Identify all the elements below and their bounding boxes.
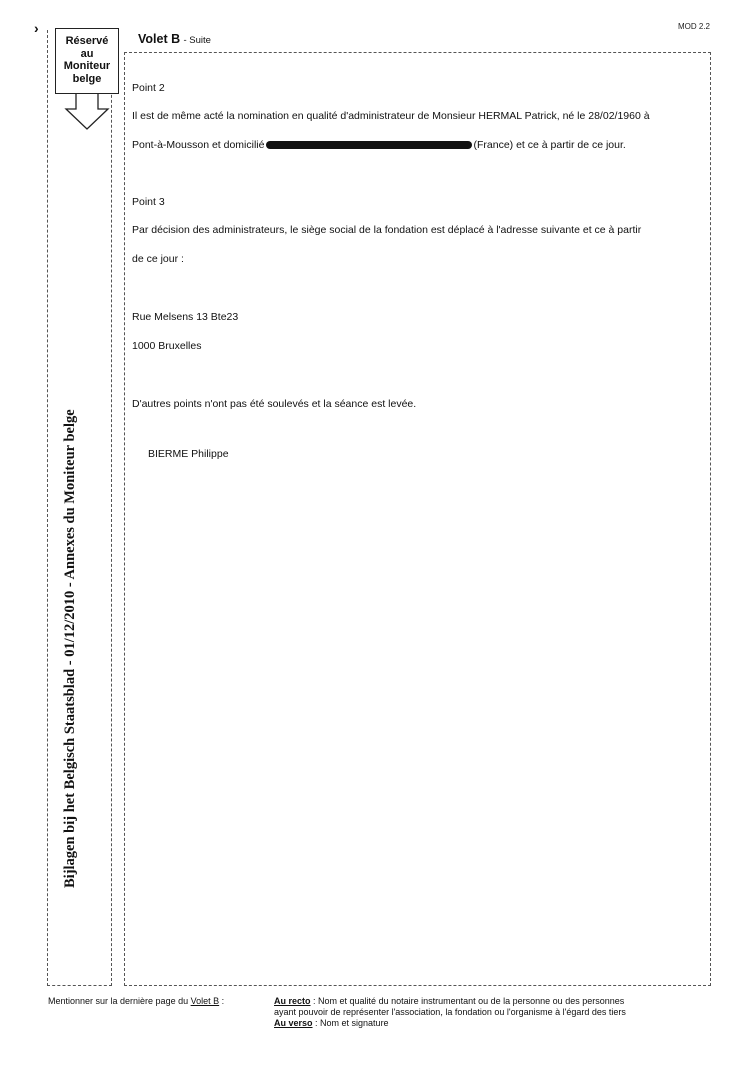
footer-recto bbox=[274, 996, 714, 1007]
footer-instruction bbox=[48, 996, 224, 1006]
reserved-column bbox=[47, 30, 112, 986]
footer-prefix: Mentionner sur la dernière page du bbox=[48, 996, 189, 1006]
recto-label: Au recto bbox=[274, 996, 311, 1006]
signatory-name: BIERME Philippe bbox=[148, 448, 229, 460]
down-arrow-icon bbox=[64, 93, 110, 131]
tick-mark-icon: › bbox=[34, 20, 39, 36]
form-code: MOD 2.2 bbox=[677, 22, 710, 31]
volet-title: Volet B bbox=[138, 32, 181, 46]
point2-line2-after: (France) et ce à partir de ce jour. bbox=[473, 139, 626, 151]
reserved-line-2: au bbox=[80, 47, 94, 60]
reserved-line-1: Réservé bbox=[65, 35, 109, 47]
footer-volet-link: Volet B bbox=[190, 996, 220, 1006]
reserved-line-4: belge bbox=[72, 72, 102, 85]
point3-line1: Par décision des administrateurs, le siège social de la fondation est déplacé à l'adresse suivante et ce à partir bbox=[132, 224, 642, 236]
volet-suffix: - Suite bbox=[183, 35, 211, 46]
content-frame bbox=[124, 52, 711, 986]
point3-line2: de ce jour : bbox=[132, 253, 184, 265]
volet-heading bbox=[138, 32, 211, 46]
verso-label: Au verso bbox=[274, 1018, 313, 1028]
recto-text-2: ayant pouvoir de représenter l'association, la fondation ou l'organisme à l'égard des tiers bbox=[274, 1007, 626, 1017]
reserved-line-3: Moniteur bbox=[63, 60, 111, 72]
point2-line2 bbox=[132, 139, 626, 151]
side-stamp: Bijlagen bij het Belgisch Staatsblad - 01/12/2010 - Annexes du Moniteur belge bbox=[62, 409, 78, 888]
point2-line1: Il est de même acté la nomination en qualité d'administrateur de Monsieur HERMAL Patrick, né le 28/02/1960 à bbox=[132, 110, 650, 122]
footer-notes bbox=[274, 996, 714, 1029]
footer-suffix: : bbox=[221, 996, 225, 1006]
reserved-box bbox=[55, 28, 119, 94]
address-line-2: 1000 Bruxelles bbox=[132, 340, 202, 352]
point2-line2-before: Pont-à-Mousson et domicilié bbox=[132, 139, 265, 151]
redacted-address bbox=[266, 141, 472, 149]
point3-title: Point 3 bbox=[132, 196, 165, 208]
verso-text: : Nom et signature bbox=[315, 1018, 389, 1028]
address-line-1: Rue Melsens 13 Bte23 bbox=[132, 311, 239, 323]
footer-verso bbox=[274, 1018, 714, 1029]
closing-sentence: D'autres points n'ont pas été soulevés et la séance est levée. bbox=[132, 398, 417, 410]
point2-title: Point 2 bbox=[132, 82, 165, 94]
recto-text: : Nom et qualité du notaire instrumentant ou de la personne ou des personnes bbox=[313, 996, 625, 1006]
